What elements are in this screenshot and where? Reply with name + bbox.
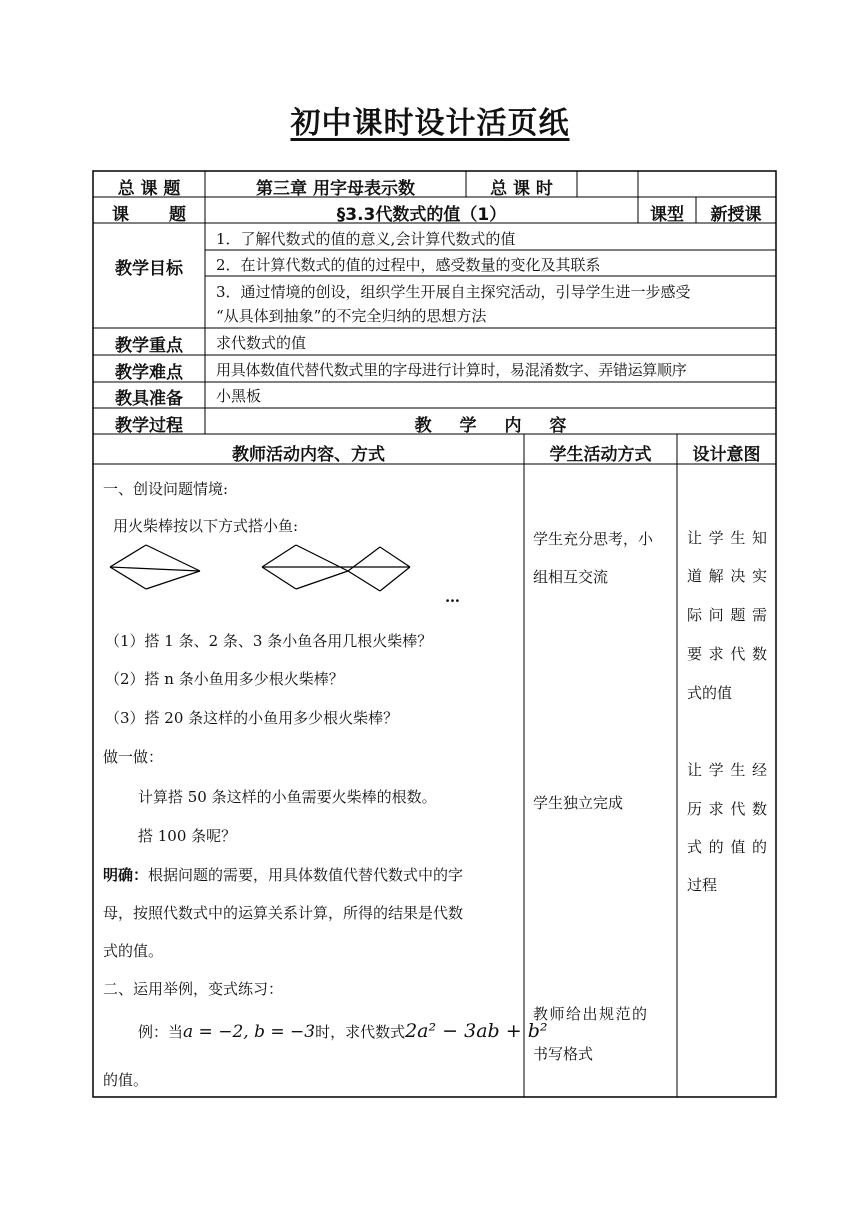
ellipsis: …: [445, 588, 460, 606]
total-hours-label: 总 课 时: [490, 179, 553, 199]
example-expression: 2a² − 3ab + b²: [405, 1020, 548, 1042]
section-heading: 一、创设问题情境:: [103, 480, 229, 498]
matchstick-fish-icon: [110, 545, 410, 591]
objectives-label: 教学目标: [115, 259, 183, 279]
materials-label: 教具准备: [115, 389, 183, 409]
content-header: 教 学 内 容: [414, 416, 567, 436]
intent-line: 式的值的: [687, 838, 767, 856]
example-end: 的值。: [103, 1071, 149, 1089]
lesson-type-value: 新授课: [710, 205, 762, 225]
student-activity-3: 教师给出规范的: [533, 1005, 649, 1023]
clarify-label: 明确：: [103, 866, 149, 884]
example-mid: 时，求代数式: [315, 1023, 406, 1041]
calc-task-2: 搭 100 条呢？: [138, 827, 237, 845]
intent-line: 要求代数: [687, 645, 767, 663]
teacher-column-header: 教师活动内容、方式: [232, 445, 385, 465]
total-topic-value: 第三章 用字母表示数: [256, 179, 415, 199]
topic-label: 课 题: [112, 205, 186, 225]
student-activity-1: 学生充分思考，小: [533, 530, 654, 548]
total-topic-label: 总 课 题: [117, 179, 181, 199]
example-line: [138, 1020, 547, 1042]
intent-line: 历求代数: [687, 800, 767, 818]
intent-line: 道解决实: [687, 567, 767, 585]
topic-value: §3.3代数式的值（1）: [336, 205, 507, 225]
intro-text: 用火柴棒按以下方式搭小鱼:: [113, 517, 299, 535]
intent-line: 让学生知: [687, 529, 767, 547]
question-1: （1）搭 1 条、2 条、3 条小鱼各用几根火柴棒？: [105, 632, 433, 650]
clarify-line-1: [103, 864, 515, 885]
example-prefix: 例：当: [138, 1023, 184, 1041]
calc-task-1: 计算搭 50 条这样的小鱼需要火柴棒的根数。: [138, 788, 437, 806]
page-title: 初中课时设计活页纸: [290, 106, 570, 141]
student-column-header: 学生活动方式: [549, 445, 652, 465]
materials-value: 小黑板: [216, 387, 262, 405]
objective-item: “从具体到抽象”的不完全归纳的思想方法: [216, 307, 487, 325]
intent-column-header: 设计意图: [692, 445, 761, 465]
objective-item: 3．通过情境的创设，组织学生开展自主探究活动，引导学生进一步感受: [216, 283, 691, 301]
example-condition: a = −2, b = −3: [183, 1022, 316, 1042]
clarify-line-2: 母，按照代数式中的运算关系计算，所得的结果是代数: [103, 904, 464, 922]
objective-item: 2．在计算代数式的值的过程中，感受数量的变化及其联系: [216, 256, 601, 274]
student-activity-3b: 书写格式: [533, 1045, 594, 1063]
intent-line: 际问题需: [687, 606, 767, 624]
student-activity-2: 学生独立完成: [533, 794, 624, 812]
clarify-line-3: 式的值。: [103, 942, 164, 960]
key-point-label: 教学重点: [115, 336, 183, 356]
question-2: （2）搭 n 条小鱼用多少根火柴棒？: [105, 670, 344, 688]
intent-line: 让学生经: [687, 761, 767, 779]
lesson-type-label: 课型: [650, 205, 684, 225]
total-hours-value: [577, 174, 638, 194]
student-activity-1b: 组相互交流: [533, 568, 609, 586]
intent-line: 过程: [687, 876, 718, 894]
difficulty-label: 教学难点: [115, 363, 183, 383]
key-point-value: 求代数式的值: [216, 334, 307, 352]
intent-line: 式的值: [687, 684, 733, 702]
clarify-text: 根据问题的需要，用具体数值代替代数式中的字: [148, 866, 464, 884]
process-label: 教学过程: [115, 416, 183, 436]
try-it-heading: 做一做：: [103, 748, 164, 766]
question-3: （3）搭 20 条这样的小鱼用多少根火柴棒？: [105, 709, 399, 727]
section-heading: 二、运用举例，变式练习：: [103, 980, 284, 998]
difficulty-value: 用具体数值代替代数式里的字母进行计算时，易混淆数字、弄错运算顺序: [216, 361, 687, 379]
objective-item: 1．了解代数式的值的意义,会计算代数式的值: [216, 230, 516, 248]
